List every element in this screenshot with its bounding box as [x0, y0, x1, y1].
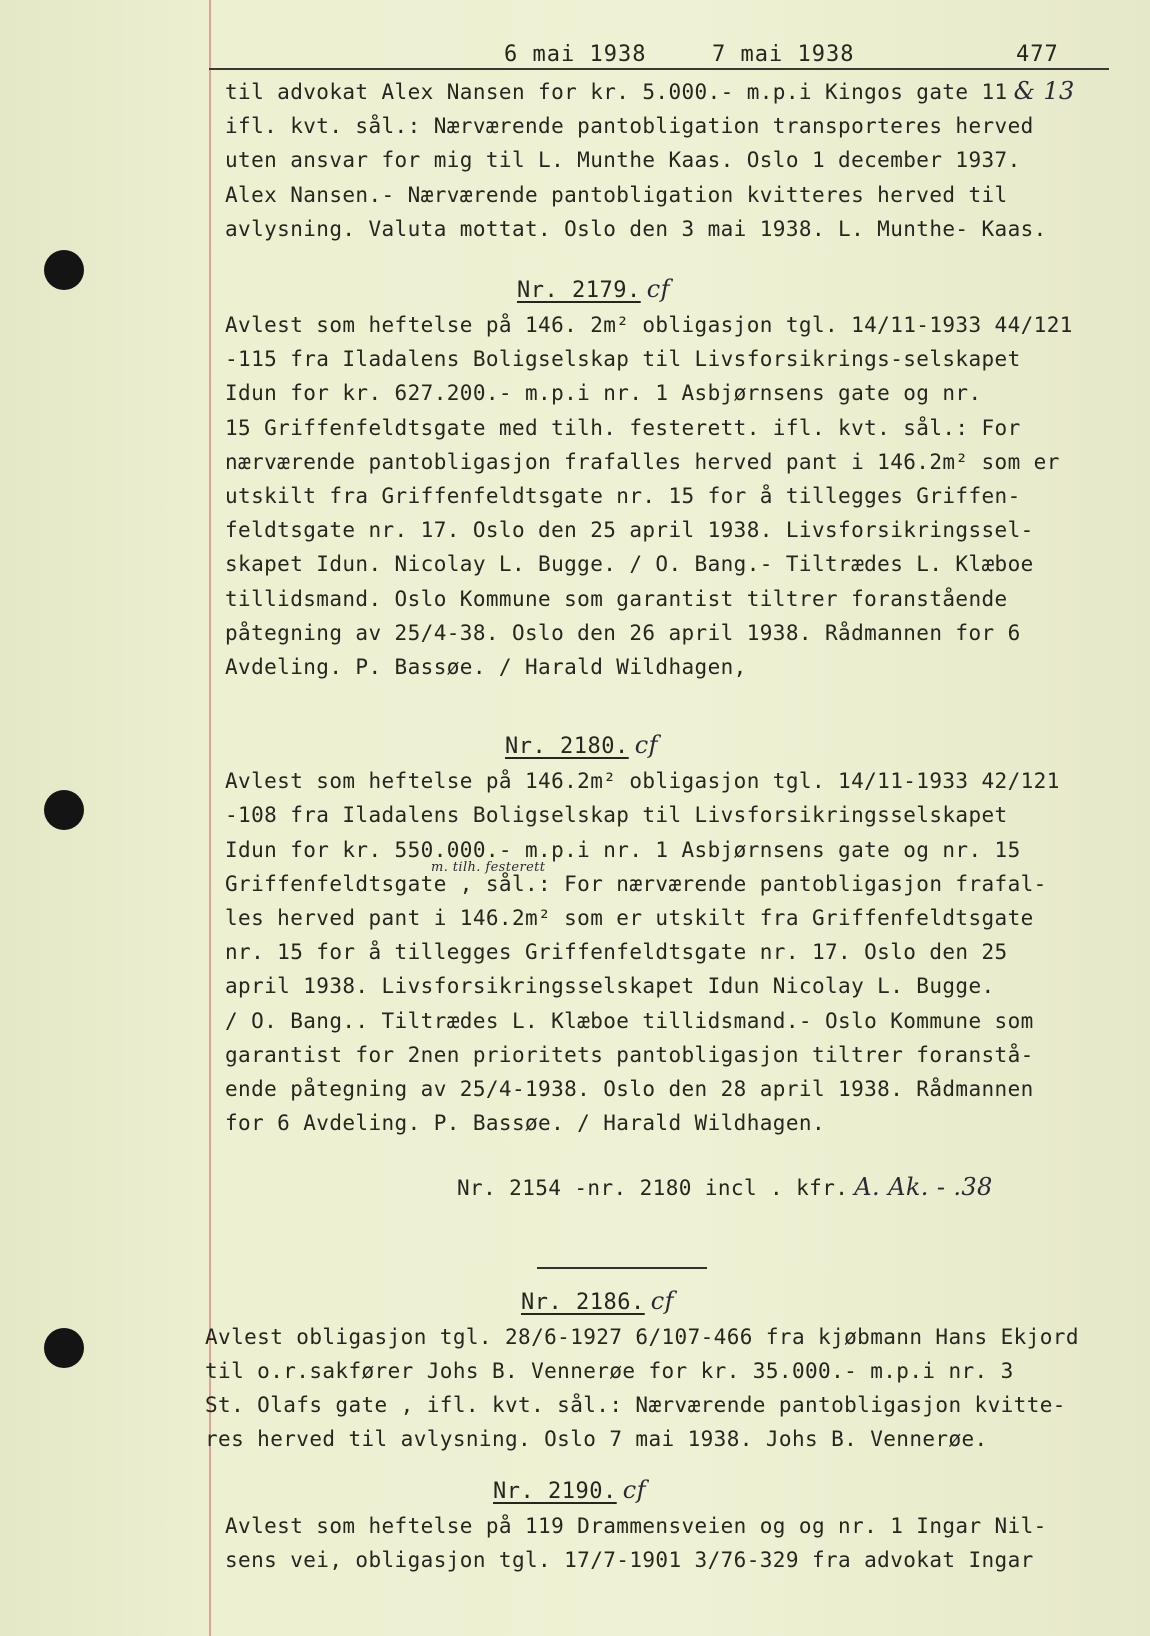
check-mark: cf [650, 1286, 675, 1315]
text-line: for 6 Avdeling. P. Bassøe. / Harald Wildhagen. [225, 1111, 825, 1136]
punch-hole-bottom [44, 1328, 84, 1368]
text-line: skapet Idun. Nicolay L. Bugge. / O. Bang.- Tiltrædes L. Klæboe [225, 552, 1034, 577]
text-line: nr. 15 for å tillegges Griffenfeldtsgate nr. 17. Oslo den 25 [225, 940, 1008, 965]
text-line: Avdeling. P. Bassøe. / Harald Wildhagen, [225, 655, 747, 680]
text-line: ifl. kvt. sål.: Nærværende pantobligation transporteres herved [225, 114, 1034, 139]
summary-line: Nr. 2154 -nr. 2180 incl . kfr. A. Ak. - .38 [457, 1173, 993, 1202]
punch-hole-top [44, 250, 84, 290]
entry-number: Nr. 2186. cf [521, 1286, 675, 1315]
entry-number: Nr. 2190. cf [493, 1475, 647, 1504]
text-line: utskilt fra Griffenfeldtsgate nr. 15 for å tillegges Griffen- [225, 484, 1021, 509]
text-line: Idun for kr. 550.000.- m.p.i nr. 1 Asbjørnsens gate og nr. 15 [225, 837, 1021, 862]
text-line: påtegning av 25/4-38. Oslo den 26 april 1938. Rådmannen for 6 [225, 620, 1021, 645]
header-rule [209, 68, 1109, 70]
text-line: 15 Griffenfeldtsgate med tilh. festerett. ifl. kvt. sål.: For [225, 415, 1021, 440]
text-line: april 1938. Livsforsikringsselskapet Idun Nicolay L. Bugge. [225, 974, 995, 999]
entry-2190 [225, 1473, 1130, 1577]
text-line: avlysning. Valuta mottat. Oslo den 3 mai 1938. L. Munthe- Kaas. [225, 216, 1047, 241]
text-line: til advokat Alex Nansen for kr. 5.000.- m.p.i Kingos gate 11 & 13 [225, 77, 1075, 105]
entry-2180 [225, 728, 1130, 1140]
entry-number: Nr. 2180. cf [505, 731, 659, 760]
text-line: Griffenfeldtsgate , sål.: For nærværende pantobligasjon frafal- m. tilh. festerett [225, 867, 1130, 901]
check-mark: cf [634, 731, 659, 760]
text-line: sens vei, obligasjon tgl. 17/7-1901 3/76-329 fra advokat Ingar [225, 1547, 1034, 1572]
header-date-right: 7 mai 1938 [712, 42, 855, 67]
text-line: uten ansvar for mig til L. Munthe Kaas. Oslo 1 december 1937. [225, 148, 1021, 173]
text-line: tillidsmand. Oslo Kommune som garantist tiltrer foranstående [225, 586, 1008, 611]
text-line: -108 fra Iladalens Boligselskap til Livsforsikringsselskapet [225, 803, 1008, 828]
punch-hole-middle [44, 790, 84, 830]
text-line: -115 fra Iladalens Boligselskap til Livsforsikrings-selskapet [225, 347, 1021, 372]
text-line: garantist for 2nen prioritets pantobligasjon tiltrer foranstå- [225, 1042, 1034, 1067]
handwritten-note: & 13 [1013, 77, 1075, 105]
text-line: Idun for kr. 627.200.- m.p.i nr. 1 Asbjørnsens gate og nr. [225, 381, 982, 406]
entry-number: Nr. 2179. cf [517, 275, 671, 304]
section-separator [537, 1267, 707, 1269]
handwritten-insert: m. tilh. festerett [431, 859, 546, 875]
text-line: Avlest som heftelse på 119 Drammensveien og og nr. 1 Ingar Nil- [225, 1513, 1047, 1538]
header-date-left: 6 mai 1938 [504, 42, 647, 67]
text-line: Avlest obligasjon tgl. 28/6-1927 6/107-466 fra kjøbmann Hans Ekjord [205, 1324, 1079, 1349]
page-number: 477 [1016, 42, 1059, 67]
text-line: res herved til avlysning. Oslo 7 mai 1938. Johs B. Vennerøe. [205, 1427, 988, 1452]
text-line: St. Olafs gate , ifl. kvt. sål.: Nærværende pantobligasjon kvitte- [205, 1393, 1066, 1418]
text-line: / O. Bang.. Tiltrædes L. Klæboe tillidsmand.- Oslo Kommune som [225, 1008, 1034, 1033]
text-line: Alex Nansen.- Nærværende pantobligation kvitteres herved til [225, 182, 1008, 207]
handwritten-signature: A. Ak. - .38 [854, 1173, 993, 1202]
text-line: ende påtegning av 25/4-1938. Oslo den 28 april 1938. Rådmannen [225, 1077, 1034, 1102]
check-mark: cf [622, 1475, 647, 1504]
text-line: Avlest som heftelse på 146.2m² obligasjon tgl. 14/11-1933 42/121 [225, 769, 1060, 794]
entry-continuation [225, 74, 1130, 246]
text-line: feldtsgate nr. 17. Oslo den 25 april 1938. Livsforsikringssel- [225, 518, 1034, 543]
text-line: les herved pant i 146.2m² som er utskilt fra Griffenfeldtsgate [225, 906, 1034, 931]
text-line: nærværende pantobligasjon frafalles herved pant i 146.2m² som er [225, 449, 1060, 474]
entry-2186 [205, 1284, 1130, 1457]
ledger-content [205, 74, 1130, 1577]
text-line: til o.r.sakfører Johs B. Vennerøe for kr. 35.000.- m.p.i nr. 3 [205, 1358, 1014, 1383]
entry-2179 [225, 272, 1130, 684]
check-mark: cf [646, 275, 671, 304]
text-line: Avlest som heftelse på 146. 2m² obligasjon tgl. 14/11-1933 44/121 [225, 313, 1073, 338]
